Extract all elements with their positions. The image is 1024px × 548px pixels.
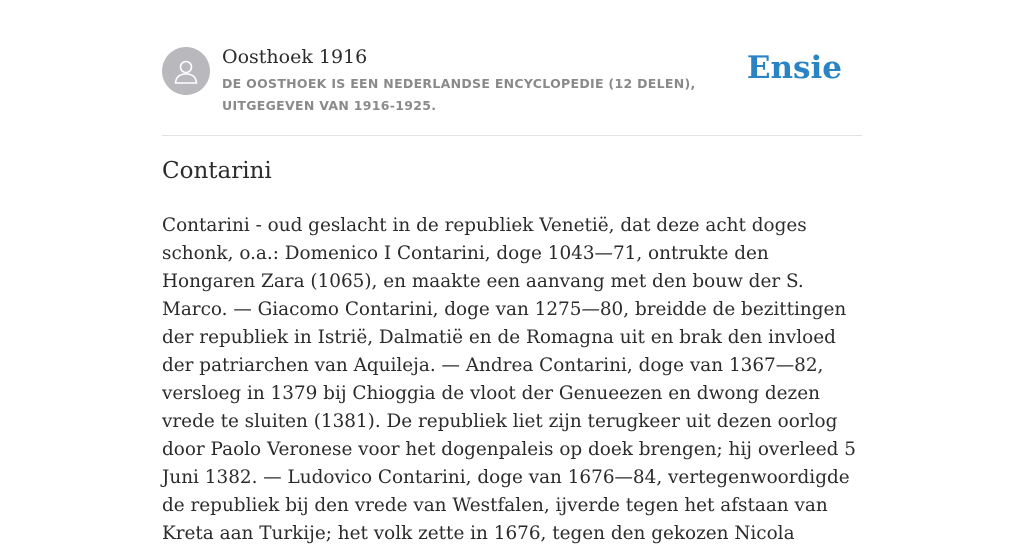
source-header bbox=[162, 44, 862, 116]
entry-title: Contarini bbox=[162, 158, 272, 184]
avatar[interactable] bbox=[162, 47, 210, 95]
source-description: DE OOSTHOEK IS EEN NEDERLANDSE ENCYCLOPEDIE (12 DELEN), UITGEGEVEN VAN 1916-1925. bbox=[222, 76, 696, 113]
user-icon bbox=[172, 57, 200, 85]
entry-body: Contarini - oud geslacht in de republiek Venetië, dat deze acht doges schonk, o.a.: Domenico I Contarini, doge 1043—71, ontrukte den Hongaren Zara (1065), en maakte een aanvang met den bouw der S. Marco. — Giacomo Contarini, doge van 1275—80, breidde de bezittingen der republiek in Istrië, Dalmatië en de Romagna uit en brak den invloed der patriarchen van Aquileja. — Andrea Contarini, doge van 1367—82, versloeg in 1379 bij Chioggia de vloot der Genueezen en dwong dezen vrede te sluiten (1381). De republiek liet zijn terugkeer uit dezen oorlog door Paolo Veronese voor het dogenpaleis op doek brengen; hij overleed 5 Juni 1382. — Ludovico Contarini, doge van 1676—84, vertegenwoordigde de republiek bij den vrede van Westfalen, ijverde tegen het afstaan van Kreta aan Turkije; het volk zette in 1676, tegen den gekozen Nicola bbox=[162, 215, 856, 544]
divider bbox=[162, 135, 862, 136]
brand-logo[interactable]: Ensie bbox=[746, 50, 842, 86]
source-title[interactable]: Oosthoek 1916 bbox=[222, 46, 368, 68]
